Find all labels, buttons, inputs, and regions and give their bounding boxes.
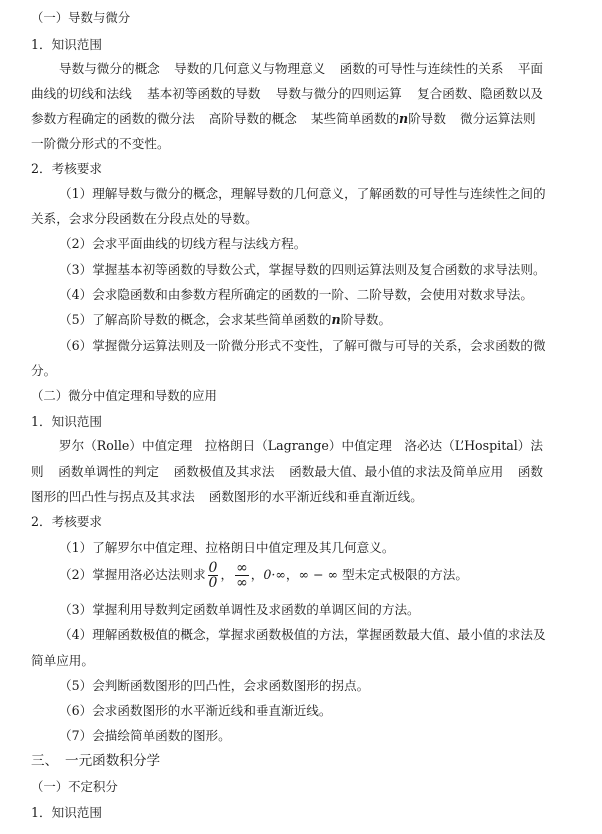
section-heading-indefinite-integral: （一）不定积分 [31,779,118,794]
requirement-item: 关系，会求分段函数在分段点处的导数。 [31,211,258,226]
topic-item: 参数方程确定的函数的微分法 [31,111,195,126]
topic-item: 导数的几何意义与物理意义 [174,61,326,76]
requirement-text: （5）了解高阶导数的概念，会求某些简单函数的 [59,312,332,327]
fraction-denominator: 0 [208,575,218,591]
paragraph-line [59,60,543,78]
requirement-item: （7）会描绘简单函数的图形。 [59,728,231,743]
requirement-item: （5）会判断函数图形的凹凸性，会求函数图形的拐点。 [59,678,370,693]
topic-item: 函数单调性的判定 [58,464,159,479]
topic-item: 导数与微分的四则运算 [275,86,402,101]
subheading-exam-requirements: 2．考核要求 [31,161,102,176]
requirement-item: （2）会求平面曲线的切线方程与法线方程。 [59,236,307,251]
requirement-text: （2）掌握用洛必达法则求 [59,567,206,582]
requirement-text: 阶导数。 [340,312,392,327]
fraction-inf-over-inf [235,561,249,590]
topic-item: 基本初等函数的导数 [147,86,261,101]
fraction-denominator: ∞ [236,575,248,591]
section-heading-derivatives: （一）导数与微分 [31,10,131,25]
separator: ， [285,567,299,582]
topic-item: 导数与微分的概念 [59,61,160,76]
paragraph-line [59,437,543,455]
math-n: n [399,111,409,126]
subheading-knowledge-scope: 1．知识范围 [31,414,102,429]
topic-item: 图形的凹凸性与拐点及其求法 [31,489,195,504]
subheading-knowledge-scope: 1．知识范围 [31,37,102,52]
requirement-item: （1）理解导数与微分的概念，理解导数的几何意义，了解函数的可导性与连续性之间的 [59,186,546,201]
fraction-numerator: ∞ [236,560,248,576]
requirement-item: （3）掌握基本初等函数的导数公式，掌握导数的四则运算法则及复合函数的求导法则。 [59,262,546,277]
topic-item: 函数最大值、最小值的求法及简单应用 [289,464,504,479]
requirement-item: （3）掌握利用导数判定函数单调性及求函数的单调区间的方法。 [59,602,420,617]
math-n: n [331,312,341,327]
requirement-item: 分。 [31,363,57,378]
separator: ， [220,567,234,582]
fraction-numerator: 0 [208,560,218,576]
requirement-text: 型未定式极限的方法。 [342,567,468,582]
topic-item: 函数的可导性与连续性的关系 [339,61,504,76]
requirement-item: （4）会求隐函数和由参数方程所确定的函数的一阶、二阶导数，会使用对数求导法。 [59,287,533,302]
requirement-item [59,311,391,329]
math-inf-minus-inf: ∞ − ∞ [298,567,338,582]
topic-item: 曲线的切线和法线 [31,86,132,101]
topic-item: 则 [31,464,44,479]
topic-item: 函数极值及其求法 [173,464,275,479]
requirement-item: （4）理解函数极值的概念，掌握求函数极值的方法，掌握函数最大值、最小值的求法及 [59,627,546,642]
paragraph-line [31,463,543,481]
paragraph-line: 一阶微分形式的不变性。 [31,136,170,151]
paragraph-line [31,85,543,103]
requirement-item: 简单应用。 [31,653,94,668]
topic-item: 复合函数、隐函数以及 [417,86,543,101]
requirement-item-lhopital [59,560,468,590]
separator: ， [250,567,264,582]
topic-item: 微分运算法则 [459,111,536,126]
topic-item: 拉格朗日（Lagrange）中值定理 [204,438,392,453]
topic-item: 函数图形的水平渐近线和垂直渐近线。 [208,489,423,504]
requirement-item: （1）了解罗尔中值定理、拉格朗日中值定理及其几何意义。 [59,540,395,555]
paragraph-line [31,110,543,128]
topic-item: 函数 [517,464,543,479]
requirement-item: （6）掌握微分运算法则及一阶微分形式不变性，了解可微与可导的关系，会求函数的微 [59,338,546,353]
paragraph-line [31,488,423,506]
chapter-heading-integral: 三、 一元函数积分学 [31,753,161,769]
subheading-exam-requirements: 2．考核要求 [31,514,102,529]
topic-item: 罗尔（Rolle）中值定理 [59,438,193,453]
topic-item: 高阶导数的概念 [208,111,297,126]
topic-item: 洛必达（L’Hospital）法 [404,438,543,453]
requirement-item: （6）会求函数图形的水平渐近线和垂直渐近线。 [59,703,332,718]
topic-item: 某些简单函数的 [310,111,400,126]
section-heading-mean-value: （二）微分中值定理和导数的应用 [31,388,217,403]
topic-item: 平面 [517,61,543,76]
math-zero-times-inf: 0·∞ [263,567,286,582]
topic-item: 阶导数 [408,111,446,126]
subheading-knowledge-scope: 1．知识范围 [31,805,102,820]
fraction-zero-over-zero [208,561,219,590]
